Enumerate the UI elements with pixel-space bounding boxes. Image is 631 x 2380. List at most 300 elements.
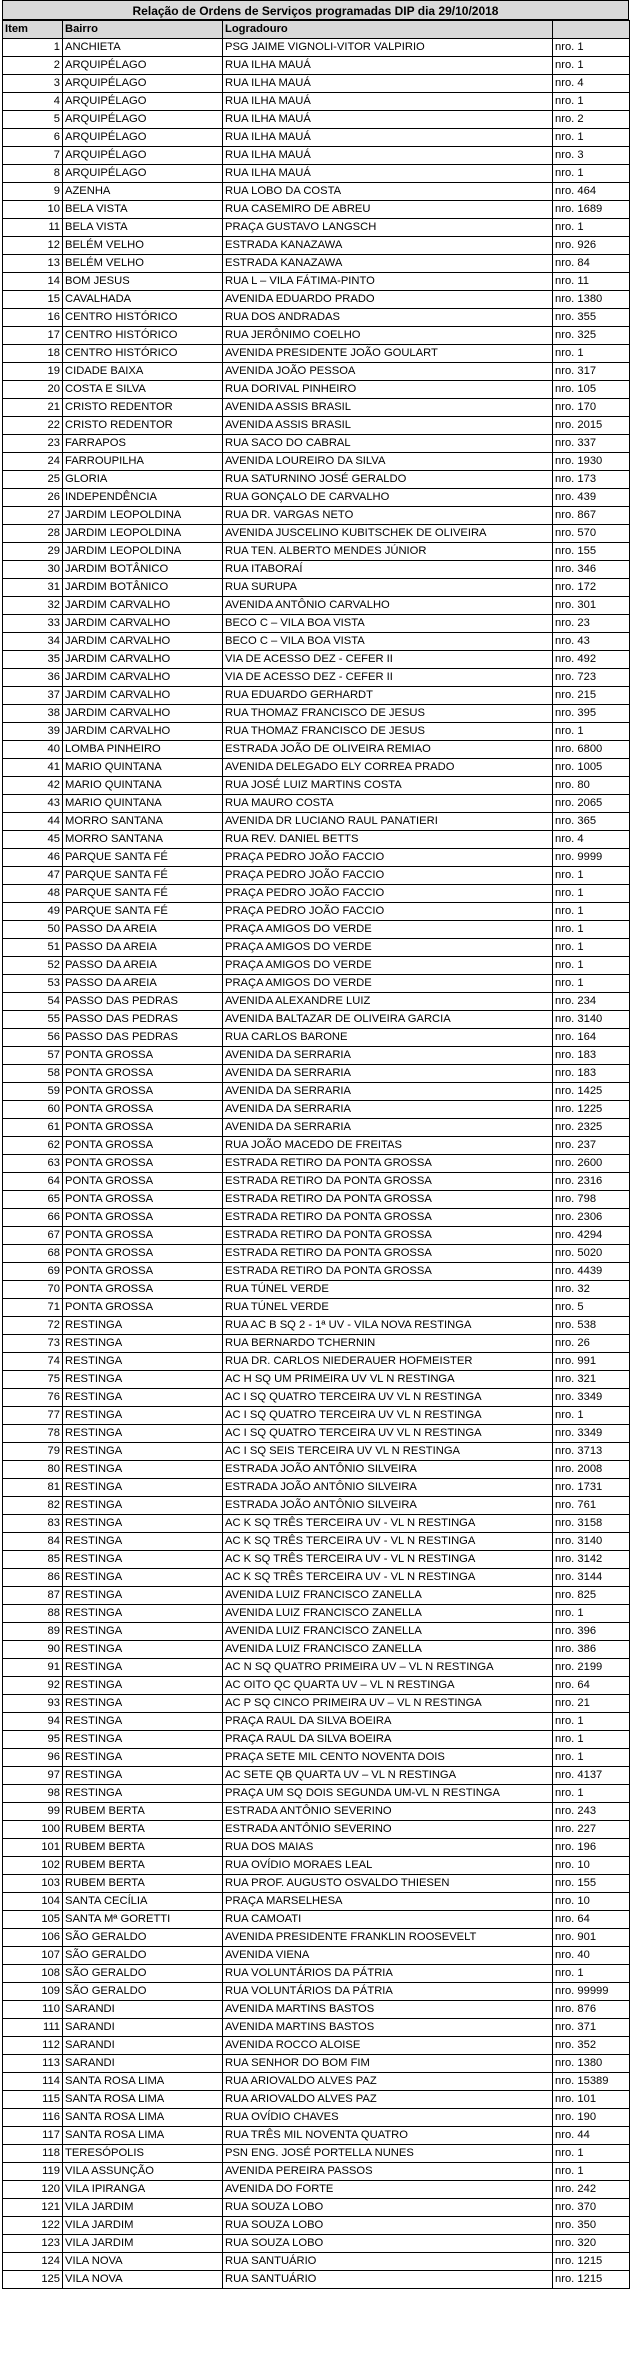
cell-logradouro: VIA DE ACESSO DEZ - CEFER II [223, 651, 553, 669]
cell-bairro: RUBEM BERTA [63, 1839, 223, 1857]
table-row [3, 453, 630, 471]
table-row [3, 975, 630, 993]
spreadsheet [2, 0, 629, 2289]
cell-numero: nro. 155 [553, 543, 630, 561]
table-row [3, 759, 630, 777]
cell-logradouro: RUA SATURNINO JOSÉ GERALDO [223, 471, 553, 489]
table-row [3, 1029, 630, 1047]
cell-bairro: RESTINGA [63, 1605, 223, 1623]
table-row [3, 1749, 630, 1767]
cell-item: 29 [3, 543, 63, 561]
cell-item: 33 [3, 615, 63, 633]
cell-bairro: RESTINGA [63, 1551, 223, 1569]
cell-item: 28 [3, 525, 63, 543]
cell-bairro: JARDIM LEOPOLDINA [63, 543, 223, 561]
cell-numero: nro. 991 [553, 1353, 630, 1371]
cell-item: 94 [3, 1713, 63, 1731]
cell-item: 25 [3, 471, 63, 489]
cell-bairro: SÃO GERALDO [63, 1965, 223, 1983]
cell-numero: nro. 1380 [553, 291, 630, 309]
table-row [3, 1515, 630, 1533]
table-row [3, 777, 630, 795]
cell-item: 43 [3, 795, 63, 813]
cell-bairro: MORRO SANTANA [63, 831, 223, 849]
table-row [3, 687, 630, 705]
table-row [3, 1065, 630, 1083]
table-body [3, 39, 630, 2289]
cell-item: 103 [3, 1875, 63, 1893]
cell-numero: nro. 155 [553, 1875, 630, 1893]
table-row [3, 579, 630, 597]
cell-numero: nro. 1 [553, 2145, 630, 2163]
cell-bairro: BELA VISTA [63, 201, 223, 219]
table-row [3, 1551, 630, 1569]
cell-item: 13 [3, 255, 63, 273]
table-row [3, 885, 630, 903]
cell-logradouro: RUA CARLOS BARONE [223, 1029, 553, 1047]
cell-logradouro: RUA DR. CARLOS NIEDERAUER HOFMEISTER [223, 1353, 553, 1371]
cell-item: 108 [3, 1965, 63, 1983]
cell-logradouro: ESTRADA KANAZAWA [223, 237, 553, 255]
table-row [3, 1911, 630, 1929]
cell-bairro: PONTA GROSSA [63, 1101, 223, 1119]
table-row [3, 651, 630, 669]
cell-item: 97 [3, 1767, 63, 1785]
cell-item: 2 [3, 57, 63, 75]
cell-logradouro: AVENIDA JOÃO PESSOA [223, 363, 553, 381]
cell-item: 74 [3, 1353, 63, 1371]
cell-bairro: SÃO GERALDO [63, 1929, 223, 1947]
cell-bairro: SANTA ROSA LIMA [63, 2109, 223, 2127]
cell-item: 105 [3, 1911, 63, 1929]
cell-item: 75 [3, 1371, 63, 1389]
cell-numero: nro. 370 [553, 2199, 630, 2217]
table-row [3, 507, 630, 525]
cell-bairro: CENTRO HISTÓRICO [63, 345, 223, 363]
cell-bairro: FARROUPILHA [63, 453, 223, 471]
cell-item: 124 [3, 2253, 63, 2271]
cell-item: 23 [3, 435, 63, 453]
cell-item: 61 [3, 1119, 63, 1137]
cell-logradouro: RUA SURUPA [223, 579, 553, 597]
cell-logradouro: RUA ILHA MAUÁ [223, 165, 553, 183]
cell-numero: nro. 352 [553, 2037, 630, 2055]
table-row [3, 1929, 630, 1947]
cell-numero: nro. 80 [553, 777, 630, 795]
table-row [3, 2145, 630, 2163]
cell-bairro: PONTA GROSSA [63, 1065, 223, 1083]
cell-item: 19 [3, 363, 63, 381]
table-row [3, 2271, 630, 2289]
cell-logradouro: RUA ILHA MAUÁ [223, 147, 553, 165]
cell-numero: nro. 317 [553, 363, 630, 381]
cell-logradouro: PRAÇA RAUL DA SILVA BOEIRA [223, 1713, 553, 1731]
cell-logradouro: AC SETE QB QUARTA UV – VL N RESTINGA [223, 1767, 553, 1785]
cell-item: 119 [3, 2163, 63, 2181]
cell-item: 73 [3, 1335, 63, 1353]
cell-numero: nro. 10 [553, 1893, 630, 1911]
cell-numero: nro. 3349 [553, 1425, 630, 1443]
cell-logradouro: RUA THOMAZ FRANCISCO DE JESUS [223, 705, 553, 723]
cell-logradouro: AVENIDA DA SERRARIA [223, 1119, 553, 1137]
cell-bairro: RESTINGA [63, 1767, 223, 1785]
cell-bairro: JARDIM CARVALHO [63, 633, 223, 651]
cell-numero: nro. 11 [553, 273, 630, 291]
table-row [3, 2235, 630, 2253]
cell-item: 123 [3, 2235, 63, 2253]
cell-logradouro: PRAÇA AMIGOS DO VERDE [223, 957, 553, 975]
cell-logradouro: RUA ILHA MAUÁ [223, 75, 553, 93]
cell-numero: nro. 3713 [553, 1443, 630, 1461]
cell-bairro: ARQUIPÉLAGO [63, 75, 223, 93]
cell-numero: nro. 3 [553, 147, 630, 165]
cell-item: 122 [3, 2217, 63, 2235]
cell-bairro: PONTA GROSSA [63, 1281, 223, 1299]
cell-logradouro: ESTRADA JOÃO ANTÔNIO SILVEIRA [223, 1461, 553, 1479]
cell-numero: nro. 3140 [553, 1533, 630, 1551]
cell-item: 72 [3, 1317, 63, 1335]
cell-logradouro: RUA PROF. AUGUSTO OSVALDO THIESEN [223, 1875, 553, 1893]
cell-numero: nro. 867 [553, 507, 630, 525]
table-row [3, 1443, 630, 1461]
table-row [3, 219, 630, 237]
cell-numero: nro. 101 [553, 2091, 630, 2109]
cell-bairro: BELÉM VELHO [63, 237, 223, 255]
cell-bairro: SANTA ROSA LIMA [63, 2127, 223, 2145]
cell-bairro: SÃO GERALDO [63, 1947, 223, 1965]
table-row [3, 129, 630, 147]
cell-bairro: RESTINGA [63, 1389, 223, 1407]
cell-bairro: ANCHIETA [63, 39, 223, 57]
cell-item: 69 [3, 1263, 63, 1281]
cell-logradouro: PRAÇA RAUL DA SILVA BOEIRA [223, 1731, 553, 1749]
cell-logradouro: AVENIDA MARTINS BASTOS [223, 2019, 553, 2037]
cell-item: 112 [3, 2037, 63, 2055]
cell-bairro: RESTINGA [63, 1713, 223, 1731]
cell-item: 56 [3, 1029, 63, 1047]
cell-item: 114 [3, 2073, 63, 2091]
cell-item: 46 [3, 849, 63, 867]
cell-logradouro: RUA OVÍDIO CHAVES [223, 2109, 553, 2127]
table-row [3, 1083, 630, 1101]
cell-numero: nro. 1 [553, 2163, 630, 2181]
cell-logradouro: RUA REV. DANIEL BETTS [223, 831, 553, 849]
cell-logradouro: AVENIDA EDUARDO PRADO [223, 291, 553, 309]
cell-bairro: JARDIM BOTÂNICO [63, 561, 223, 579]
table-row [3, 669, 630, 687]
cell-logradouro: RUA ARIOVALDO ALVES PAZ [223, 2073, 553, 2091]
cell-logradouro: AVENIDA LUIZ FRANCISCO ZANELLA [223, 1641, 553, 1659]
cell-item: 36 [3, 669, 63, 687]
cell-logradouro: RUA JOÃO MACEDO DE FREITAS [223, 1137, 553, 1155]
cell-logradouro: AC N SQ QUATRO PRIMEIRA UV – VL N RESTINGA [223, 1659, 553, 1677]
cell-numero: nro. 1 [553, 219, 630, 237]
table-row [3, 1191, 630, 1209]
cell-logradouro: RUA ITABORAÍ [223, 561, 553, 579]
table-row [3, 1227, 630, 1245]
cell-bairro: ARQUIPÉLAGO [63, 111, 223, 129]
cell-item: 92 [3, 1677, 63, 1695]
cell-item: 6 [3, 129, 63, 147]
cell-logradouro: AVENIDA ANTÔNIO CARVALHO [223, 597, 553, 615]
cell-item: 91 [3, 1659, 63, 1677]
cell-numero: nro. 6800 [553, 741, 630, 759]
cell-item: 18 [3, 345, 63, 363]
cell-logradouro: PRAÇA PEDRO JOÃO FACCIO [223, 849, 553, 867]
table-row [3, 237, 630, 255]
cell-logradouro: ESTRADA RETIRO DA PONTA GROSSA [223, 1191, 553, 1209]
cell-logradouro: RUA ILHA MAUÁ [223, 93, 553, 111]
table-row [3, 597, 630, 615]
cell-logradouro: AC I SQ SEIS TERCEIRA UV VL N RESTINGA [223, 1443, 553, 1461]
cell-logradouro: ESTRADA RETIRO DA PONTA GROSSA [223, 1227, 553, 1245]
cell-logradouro: RUA SOUZA LOBO [223, 2199, 553, 2217]
cell-logradouro: RUA DORIVAL PINHEIRO [223, 381, 553, 399]
cell-item: 102 [3, 1857, 63, 1875]
cell-item: 14 [3, 273, 63, 291]
cell-bairro: RUBEM BERTA [63, 1803, 223, 1821]
cell-item: 35 [3, 651, 63, 669]
cell-item: 16 [3, 309, 63, 327]
cell-bairro: PASSO DA AREIA [63, 921, 223, 939]
cell-numero: nro. 64 [553, 1677, 630, 1695]
cell-logradouro: PRAÇA PEDRO JOÃO FACCIO [223, 867, 553, 885]
cell-numero: nro. 1731 [553, 1479, 630, 1497]
cell-item: 85 [3, 1551, 63, 1569]
cell-numero: nro. 901 [553, 1929, 630, 1947]
cell-bairro: RESTINGA [63, 1407, 223, 1425]
cell-logradouro: RUA ILHA MAUÁ [223, 57, 553, 75]
cell-bairro: PONTA GROSSA [63, 1083, 223, 1101]
cell-item: 90 [3, 1641, 63, 1659]
table-row [3, 417, 630, 435]
cell-bairro: GLORIA [63, 471, 223, 489]
cell-item: 4 [3, 93, 63, 111]
table-row [3, 2109, 630, 2127]
cell-bairro: RESTINGA [63, 1749, 223, 1767]
table-row [3, 525, 630, 543]
cell-bairro: RESTINGA [63, 1461, 223, 1479]
cell-numero: nro. 386 [553, 1641, 630, 1659]
cell-bairro: PONTA GROSSA [63, 1119, 223, 1137]
cell-logradouro: AC K SQ TRÊS TERCEIRA UV - VL N RESTINGA [223, 1533, 553, 1551]
cell-bairro: PONTA GROSSA [63, 1263, 223, 1281]
table-row [3, 1389, 630, 1407]
cell-item: 57 [3, 1047, 63, 1065]
cell-numero: nro. 1 [553, 1965, 630, 1983]
cell-numero: nro. 1 [553, 1731, 630, 1749]
cell-logradouro: RUA TÚNEL VERDE [223, 1299, 553, 1317]
cell-bairro: RESTINGA [63, 1425, 223, 1443]
cell-bairro: CAVALHADA [63, 291, 223, 309]
cell-numero: nro. 365 [553, 813, 630, 831]
table-row [3, 1677, 630, 1695]
table-row [3, 327, 630, 345]
cell-logradouro: AVENIDA DELEGADO ELY CORREA PRADO [223, 759, 553, 777]
cell-bairro: JARDIM LEOPOLDINA [63, 507, 223, 525]
cell-bairro: PARQUE SANTA FÉ [63, 885, 223, 903]
cell-item: 63 [3, 1155, 63, 1173]
cell-item: 1 [3, 39, 63, 57]
cell-numero: nro. 2 [553, 111, 630, 129]
cell-numero: nro. 170 [553, 399, 630, 417]
cell-item: 98 [3, 1785, 63, 1803]
cell-logradouro: RUA JOSÉ LUIZ MARTINS COSTA [223, 777, 553, 795]
table-row [3, 165, 630, 183]
cell-item: 116 [3, 2109, 63, 2127]
cell-logradouro: ESTRADA KANAZAWA [223, 255, 553, 273]
cell-logradouro: RUA SOUZA LOBO [223, 2217, 553, 2235]
cell-item: 109 [3, 1983, 63, 2001]
cell-bairro: PARQUE SANTA FÉ [63, 903, 223, 921]
cell-logradouro: RUA SANTUÁRIO [223, 2271, 553, 2289]
cell-numero: nro. 1 [553, 93, 630, 111]
cell-numero: nro. 1 [553, 39, 630, 57]
cell-bairro: VILA JARDIM [63, 2217, 223, 2235]
cell-numero: nro. 1 [553, 129, 630, 147]
table-row [3, 1317, 630, 1335]
table-row [3, 309, 630, 327]
cell-item: 39 [3, 723, 63, 741]
cell-logradouro: RUA THOMAZ FRANCISCO DE JESUS [223, 723, 553, 741]
table-row [3, 1947, 630, 1965]
table-row [3, 1479, 630, 1497]
cell-numero: nro. 798 [553, 1191, 630, 1209]
cell-bairro: FARRAPOS [63, 435, 223, 453]
cell-logradouro: ESTRADA RETIRO DA PONTA GROSSA [223, 1263, 553, 1281]
cell-numero: nro. 1 [553, 1713, 630, 1731]
cell-logradouro: AVENIDA JUSCELINO KUBITSCHEK DE OLIVEIRA [223, 525, 553, 543]
table-row [3, 57, 630, 75]
cell-numero: nro. 355 [553, 309, 630, 327]
cell-bairro: MORRO SANTANA [63, 813, 223, 831]
table-row [3, 75, 630, 93]
cell-numero: nro. 26 [553, 1335, 630, 1353]
cell-bairro: VILA ASSUNÇÃO [63, 2163, 223, 2181]
cell-logradouro: PRAÇA PEDRO JOÃO FACCIO [223, 903, 553, 921]
cell-item: 9 [3, 183, 63, 201]
cell-numero: nro. 1930 [553, 453, 630, 471]
cell-bairro: SARANDI [63, 2019, 223, 2037]
cell-item: 38 [3, 705, 63, 723]
cell-item: 65 [3, 1191, 63, 1209]
cell-bairro: BELA VISTA [63, 219, 223, 237]
cell-bairro: JARDIM CARVALHO [63, 615, 223, 633]
table-row [3, 903, 630, 921]
cell-item: 76 [3, 1389, 63, 1407]
cell-item: 47 [3, 867, 63, 885]
cell-item: 118 [3, 2145, 63, 2163]
cell-numero: nro. 43 [553, 633, 630, 651]
cell-bairro: VILA NOVA [63, 2271, 223, 2289]
table-row [3, 1857, 630, 1875]
cell-bairro: PASSO DA AREIA [63, 975, 223, 993]
cell-item: 67 [3, 1227, 63, 1245]
cell-numero: nro. 4137 [553, 1767, 630, 1785]
cell-bairro: MARIO QUINTANA [63, 795, 223, 813]
cell-bairro: PASSO DAS PEDRAS [63, 1011, 223, 1029]
cell-logradouro: AVENIDA DA SERRARIA [223, 1047, 553, 1065]
cell-bairro: COSTA E SILVA [63, 381, 223, 399]
table-row [3, 633, 630, 651]
cell-bairro: JARDIM CARVALHO [63, 597, 223, 615]
table-row [3, 1893, 630, 1911]
cell-logradouro: RUA SANTUÁRIO [223, 2253, 553, 2271]
cell-item: 84 [3, 1533, 63, 1551]
table-row [3, 345, 630, 363]
table-row [3, 111, 630, 129]
cell-numero: nro. 1 [553, 345, 630, 363]
cell-bairro: JARDIM CARVALHO [63, 705, 223, 723]
cell-bairro: RESTINGA [63, 1533, 223, 1551]
cell-item: 54 [3, 993, 63, 1011]
cell-item: 58 [3, 1065, 63, 1083]
cell-numero: nro. 1 [553, 903, 630, 921]
table-row [3, 867, 630, 885]
cell-item: 44 [3, 813, 63, 831]
cell-numero: nro. 4 [553, 75, 630, 93]
cell-bairro: BELÉM VELHO [63, 255, 223, 273]
cell-item: 86 [3, 1569, 63, 1587]
cell-logradouro: AVENIDA DO FORTE [223, 2181, 553, 2199]
table-row [3, 1119, 630, 1137]
table-row [3, 2181, 630, 2199]
cell-logradouro: RUA ILHA MAUÁ [223, 111, 553, 129]
cell-numero: nro. 723 [553, 669, 630, 687]
cell-numero: nro. 105 [553, 381, 630, 399]
cell-bairro: PONTA GROSSA [63, 1047, 223, 1065]
cell-logradouro: AVENIDA PEREIRA PASSOS [223, 2163, 553, 2181]
cell-numero: nro. 439 [553, 489, 630, 507]
cell-logradouro: RUA GONÇALO DE CARVALHO [223, 489, 553, 507]
table-row [3, 939, 630, 957]
cell-numero: nro. 3142 [553, 1551, 630, 1569]
table-row [3, 705, 630, 723]
cell-bairro: VILA JARDIM [63, 2235, 223, 2253]
table-row [3, 435, 630, 453]
cell-bairro: ARQUIPÉLAGO [63, 147, 223, 165]
cell-bairro: SANTA ROSA LIMA [63, 2073, 223, 2091]
cell-numero: nro. 4 [553, 831, 630, 849]
cell-bairro: PASSO DAS PEDRAS [63, 993, 223, 1011]
table-row [3, 471, 630, 489]
cell-item: 82 [3, 1497, 63, 1515]
cell-numero: nro. 1 [553, 867, 630, 885]
cell-bairro: PONTA GROSSA [63, 1173, 223, 1191]
cell-bairro: MARIO QUINTANA [63, 759, 223, 777]
table-row [3, 1641, 630, 1659]
header-item: Item [3, 21, 63, 39]
cell-numero: nro. 173 [553, 471, 630, 489]
cell-numero: nro. 3140 [553, 1011, 630, 1029]
cell-bairro: JARDIM BOTÂNICO [63, 579, 223, 597]
cell-numero: nro. 190 [553, 2109, 630, 2127]
cell-item: 71 [3, 1299, 63, 1317]
cell-bairro: MARIO QUINTANA [63, 777, 223, 795]
cell-bairro: RESTINGA [63, 1659, 223, 1677]
cell-item: 51 [3, 939, 63, 957]
cell-item: 78 [3, 1425, 63, 1443]
cell-numero: nro. 1380 [553, 2055, 630, 2073]
cell-numero: nro. 183 [553, 1047, 630, 1065]
cell-numero: nro. 4439 [553, 1263, 630, 1281]
cell-numero: nro. 9999 [553, 849, 630, 867]
cell-logradouro: RUA SACO DO CABRAL [223, 435, 553, 453]
table-row [3, 741, 630, 759]
cell-logradouro: RUA SOUZA LOBO [223, 2235, 553, 2253]
cell-logradouro: AC K SQ TRÊS TERCEIRA UV - VL N RESTINGA [223, 1551, 553, 1569]
cell-logradouro: AC OITO QC QUARTA UV – VL N RESTINGA [223, 1677, 553, 1695]
